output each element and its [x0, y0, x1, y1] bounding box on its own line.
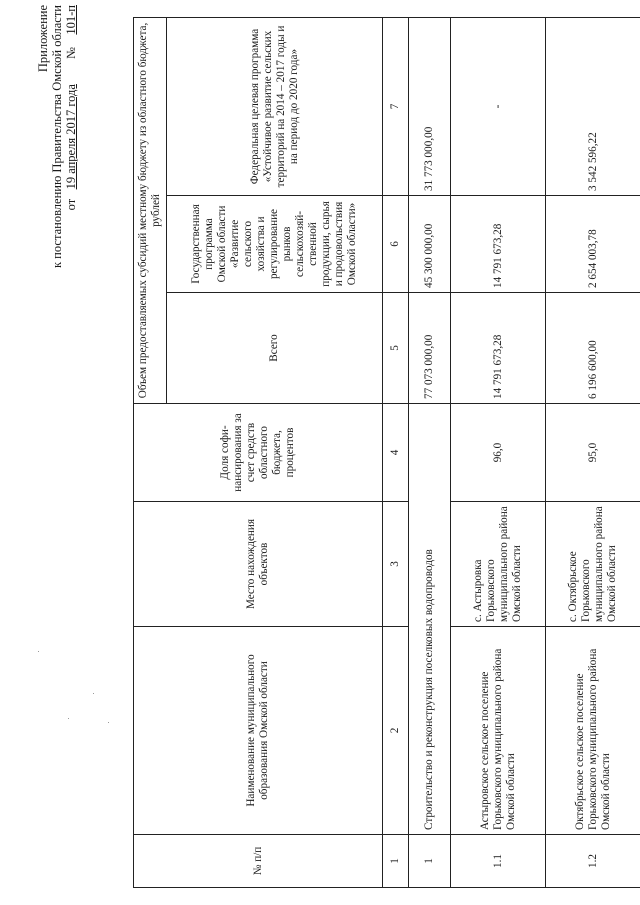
- row-location: с. Астыровка Горьковского муниципального района Омской области: [451, 502, 546, 627]
- header-num: № п/п: [134, 835, 383, 888]
- section-federal-program: 31 773 000,00: [409, 18, 451, 196]
- table-row: [546, 18, 640, 888]
- column-number: 3: [383, 502, 409, 627]
- appendix-header: [36, 5, 78, 295]
- header-total: Всего: [167, 293, 383, 404]
- decree-number: 101-п: [64, 5, 78, 35]
- appendix-title: Приложение: [36, 5, 50, 73]
- column-number: 2: [383, 627, 409, 835]
- from-label: от: [64, 198, 78, 211]
- subsidy-table: [133, 17, 640, 888]
- row-total: 14 791 673,28: [451, 293, 546, 404]
- header-cofinancing-share: Доля софи-нансирования за счет средств областного бюджета, процентов: [134, 404, 383, 502]
- column-number: 4: [383, 404, 409, 502]
- header-federal-program: Федеральная целевая программа «Устойчивое развитие сельских территорий на 2014 – 2017 годы и на период до 2020 года»: [167, 18, 383, 196]
- number-label: №: [64, 47, 78, 60]
- decree-reference: к постановлению Правительства Омской области: [50, 5, 64, 269]
- row-state-program: 2 654 003,78: [546, 196, 640, 293]
- row-federal-program: 3 542 596,22: [546, 18, 640, 196]
- decree-date-line: [64, 5, 78, 295]
- header-location: Место нахождения объектов: [134, 502, 383, 627]
- decree-date: 19 апреля 2017 года: [64, 84, 78, 190]
- row-num: 1.2: [546, 835, 640, 888]
- header-state-program: Государственная программа Омской области «Развитие сельского хозяйства и регулирование рынков сельскохозяй-ственной продукции, сырья и продовольствия Омской области»: [167, 196, 383, 293]
- row-state-program: 14 791 673,28: [451, 196, 546, 293]
- header-subsidy-volume: Объем предоставляемых субсидий местному бюджету из областного бюджета, рублей: [134, 18, 167, 404]
- header-municipality: Наименование муниципального образования Омской области: [134, 627, 383, 835]
- section-row: [409, 18, 451, 888]
- section-state-program: 45 300 000,00: [409, 196, 451, 293]
- column-number: 5: [383, 293, 409, 404]
- row-municipality: Астыровское сельское поселение Горьковского муниципального района Омской области: [451, 627, 546, 835]
- row-municipality: Октябрьское сельское поселение Горьковского муниципального района Омской области: [546, 627, 640, 835]
- column-number-row: [383, 18, 409, 888]
- row-federal-program: -: [451, 18, 546, 196]
- row-share: 95,0: [546, 404, 640, 502]
- row-location: с. Октябрьское Горьковского муниципального района Омской области: [546, 502, 640, 627]
- table-header-row: [134, 18, 167, 888]
- section-title: Строительство и реконструкция поселковых водопроводов: [409, 404, 451, 835]
- row-share: 96,0: [451, 404, 546, 502]
- column-number: 6: [383, 196, 409, 293]
- column-number: 1: [383, 835, 409, 888]
- column-number: 7: [383, 18, 409, 196]
- row-total: 6 196 600,00: [546, 293, 640, 404]
- row-num: 1.1: [451, 835, 546, 888]
- section-num: 1: [409, 835, 451, 888]
- table-row: [451, 18, 546, 888]
- section-total: 77 073 000,00: [409, 293, 451, 404]
